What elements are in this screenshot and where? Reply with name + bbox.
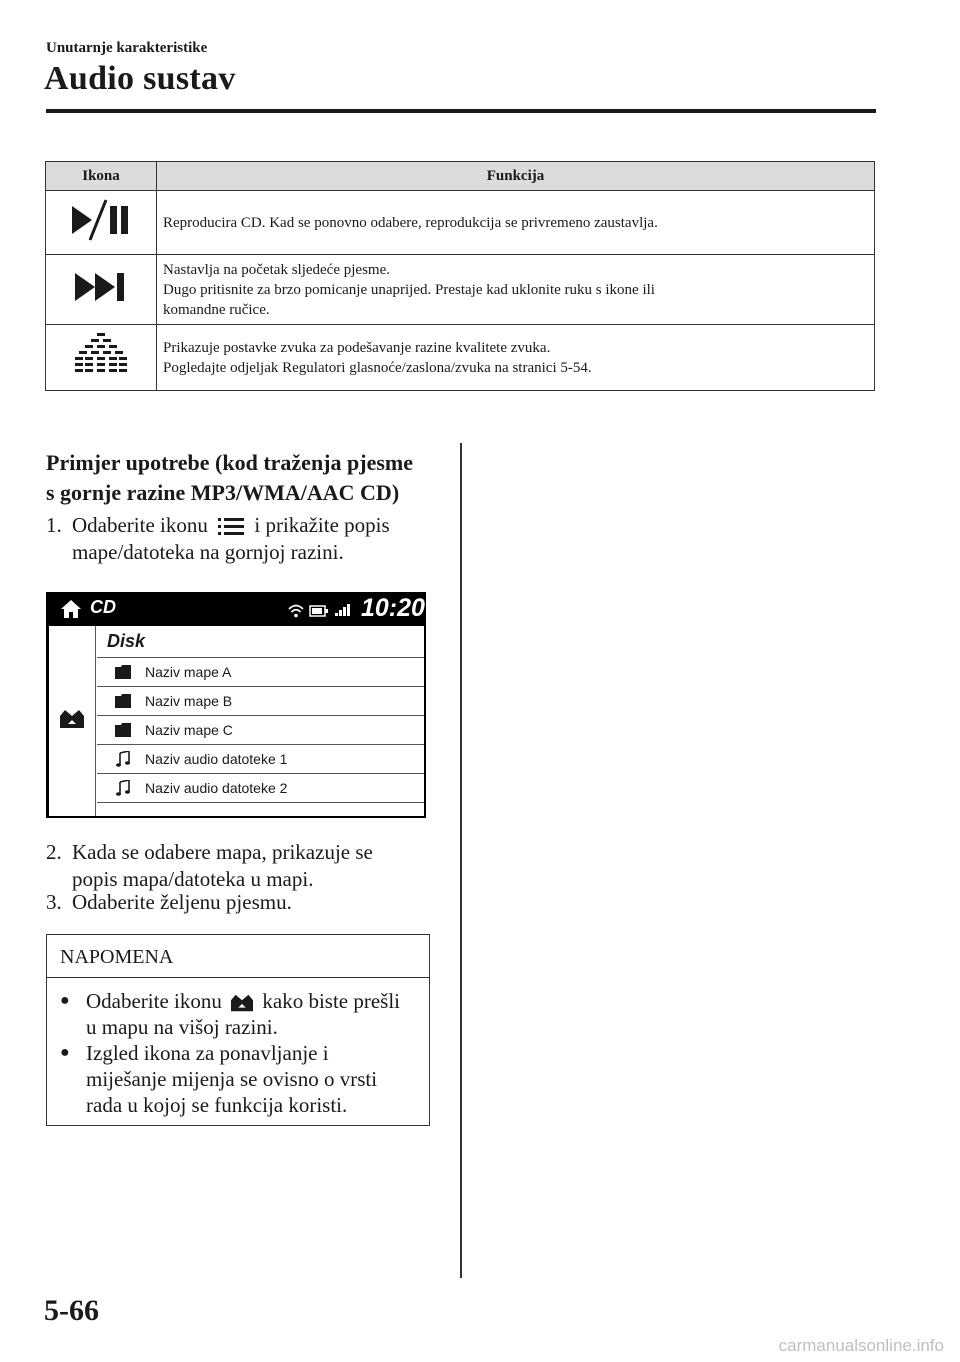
row-desc-line: Pogledajte odjeljak Regulatori glasnoće/zaslona/zvuka na stranici 5-54. <box>163 359 592 376</box>
example-heading-line: s gornje razine MP3/WMA/AAC CD) <box>46 480 400 505</box>
folder-up-icon[interactable] <box>60 710 84 728</box>
table-row <box>46 255 875 325</box>
example-heading-line: Primjer upotrebe (kod traženja pjesme <box>46 450 413 475</box>
folder-icon <box>115 723 131 737</box>
row-desc-line: Dugo pritisnite za brzo pomicanje unaprijed. Prestaje kad uklonite ruku s ikone ili <box>163 281 655 298</box>
step-1 <box>46 512 446 566</box>
list-item-label: Naziv mape B <box>145 693 233 709</box>
file-list <box>97 626 424 803</box>
section-label: Unutarnje karakteristike <box>46 40 208 56</box>
folder-title: Disk <box>97 626 424 658</box>
signal-icon <box>334 603 352 617</box>
page-number: 5-66 <box>44 1294 99 1327</box>
screen-left-panel <box>49 626 96 816</box>
list-item[interactable] <box>97 716 424 745</box>
note-text: Izgled ikona za ponavljanje i <box>86 1041 329 1065</box>
note-text: Odaberite ikonu <box>86 989 222 1013</box>
folder-icon <box>115 694 131 708</box>
sound-settings-icon <box>71 329 131 381</box>
step-3 <box>46 889 446 916</box>
example-heading <box>46 448 446 508</box>
row-desc-line: Nastavlja na početak sljedeće pjesme. <box>163 261 390 278</box>
music-note-icon <box>116 780 130 796</box>
cd-screen <box>46 592 426 818</box>
list-item[interactable] <box>97 687 424 716</box>
note-text: u mapu na višoj razini. <box>86 1015 278 1039</box>
note-text: miješanje mijenja se ovisno o vrsti <box>86 1067 378 1091</box>
note-title: NAPOMENA <box>47 935 429 978</box>
step-text: i prikažite popis <box>254 513 390 537</box>
screen-body <box>49 626 424 816</box>
clock: 10:20 <box>361 594 425 622</box>
screen-status-bar <box>46 592 426 626</box>
step-text: Odaberite željenu pjesmu. <box>72 890 292 914</box>
home-icon[interactable] <box>60 599 82 619</box>
list-item-label: Naziv audio datoteke 2 <box>145 780 288 796</box>
col-header-icon: Ikona <box>46 162 157 191</box>
page-title: Audio sustav <box>44 60 236 97</box>
list-icon <box>217 516 245 538</box>
note-list <box>47 978 429 1118</box>
step-2 <box>46 839 446 893</box>
row-desc-line: Reproducira CD. Kad se ponovno odabere, reprodukcija se privremeno zaustavlja. <box>163 214 658 231</box>
bullet: ● <box>60 1044 70 1061</box>
note-item <box>60 1040 419 1118</box>
list-item[interactable] <box>97 745 424 774</box>
row-desc-line: Prikazuje postavke zvuka za podešavanje razine kvalitete zvuka. <box>163 339 551 356</box>
list-item-label: Naziv mape A <box>145 664 232 680</box>
list-item-label: Naziv audio datoteke 1 <box>145 751 288 767</box>
battery-icon <box>309 605 329 617</box>
icon-function-table <box>45 161 875 391</box>
step-number: 1. <box>46 513 62 537</box>
wifi-icon <box>288 603 304 619</box>
list-item[interactable] <box>97 774 424 803</box>
table-row <box>46 325 875 391</box>
step-text: Odaberite ikonu <box>72 513 208 537</box>
list-item[interactable] <box>97 658 424 687</box>
list-item-label: Naziv mape C <box>145 722 233 738</box>
note-text: kako biste prešli <box>262 989 401 1013</box>
note-text: rada u kojoj se funkcija koristi. <box>86 1093 348 1117</box>
play-pause-icon <box>66 196 136 244</box>
column-divider <box>460 443 462 1278</box>
table-row <box>46 191 875 255</box>
row-desc-line: komandne ručice. <box>163 301 270 318</box>
table-header-row <box>46 162 875 191</box>
title-rule <box>46 109 876 113</box>
folder-icon <box>115 665 131 679</box>
step-number: 3. <box>46 890 62 914</box>
music-note-icon <box>116 751 130 767</box>
source-label: CD <box>90 597 116 617</box>
col-header-function: Funkcija <box>157 162 875 191</box>
step-text: popis mapa/datoteka u mapi. <box>72 867 314 891</box>
watermark: carmanualsonline.info <box>778 1336 944 1355</box>
next-track-icon <box>69 267 133 307</box>
note-box <box>46 934 430 1126</box>
folder-up-icon <box>231 994 253 1012</box>
note-item <box>60 988 419 1040</box>
step-text: mape/datoteka na gornjoj razini. <box>72 540 344 564</box>
step-text: Kada se odabere mapa, prikazuje se <box>72 840 373 864</box>
bullet: ● <box>60 992 70 1009</box>
step-number: 2. <box>46 840 62 864</box>
